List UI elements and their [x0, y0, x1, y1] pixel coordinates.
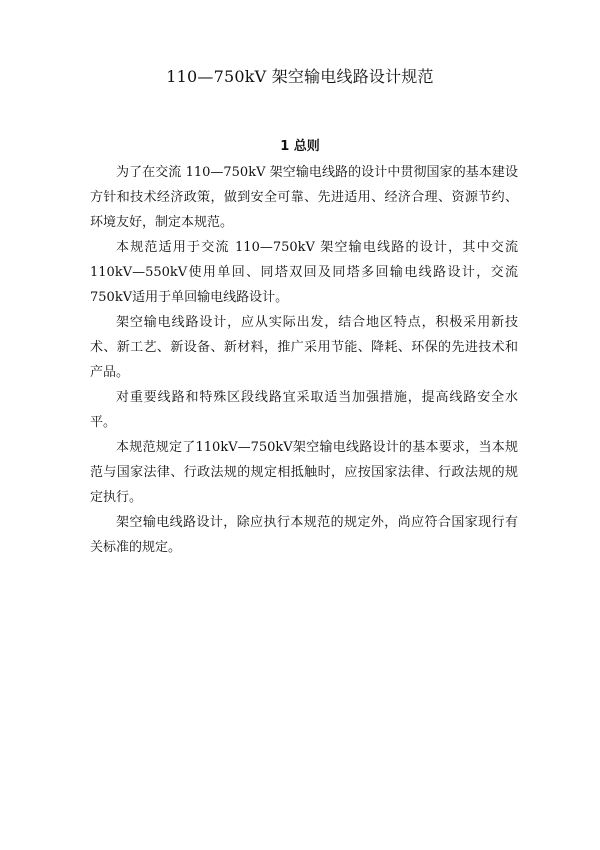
paragraph-other-standards: 架空输电线路设计，除应执行本规范的规定外，尚应符合国家现行有关标准的规定。: [90, 515, 518, 555]
section-heading: 1 总则: [280, 139, 320, 154]
paragraph-important-lines: 对重要线路和特殊区段线路宜采取适当加强措施，提高线路安全水平。: [90, 390, 518, 430]
section-body: [90, 160, 518, 560]
document-title: 110—750kV 架空输电线路设计规范: [166, 67, 434, 86]
paragraph-purpose: 为了在交流 110—750kV 架空输电线路的设计中贯彻国家的基本建设方针和技术经济政策，做到安全可靠、先进适用、经济合理、资源节约、环境友好，制定本规范。: [90, 165, 518, 230]
paragraph-design-principle: 架空输电线路设计，应从实际出发，结合地区特点，积极采用新技术、新工艺、新设备、新材料，推广采用节能、降耗、环保的先进技术和产品。: [90, 315, 518, 380]
paragraph-scope: 本规范适用于交流 110—750kV 架空输电线路的设计，其中交流110kV—550kV使用单回、同塔双回及同塔多回输电线路设计，交流750kV适用于单回输电线路设计。: [90, 240, 518, 305]
paragraph-legal-priority: 本规范规定了110kV—750kV架空输电线路设计的基本要求，当本规范与国家法律、行政法规的规定相抵触时，应按国家法律、行政法规的规定执行。: [90, 440, 518, 505]
